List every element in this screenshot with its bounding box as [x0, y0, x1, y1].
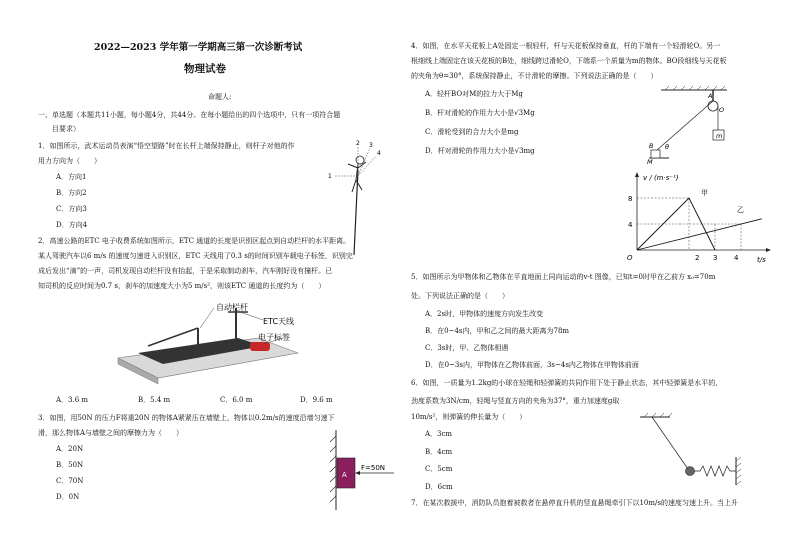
- q6-option-b: B．4cm: [425, 448, 453, 456]
- q4-line3: 的夹角为θ=30°，系统保持静止，不计滑轮的摩擦。下列说法正确的是（ ）: [411, 72, 658, 80]
- q1-fig-label-3: 3: [369, 142, 373, 149]
- q6-figure: [636, 413, 751, 493]
- q5-xtick-4: 4: [734, 254, 739, 262]
- q7-line1: 7．在某次救援中，消防队员抱着被救者在悬停直升机的竖直悬绳牵引下以10m/s的速度匀速上升。当上升: [411, 499, 738, 507]
- q6-option-c: C．5cm: [425, 465, 453, 473]
- q4-line1: 4．如图，在水平天花板上A处固定一根轻杆，杆与天花板保持垂直，杆的下端有一个轻滑轮O。另一: [411, 42, 721, 50]
- q3-option-d: D．0N: [56, 493, 80, 501]
- q4-fig-label-m-lower: m: [716, 132, 723, 140]
- q2-fig-label-tag: 电子标签: [258, 333, 290, 342]
- subject-title: 物理试卷: [184, 63, 226, 75]
- q1-line1: 1．如图所示，武术运动员表演“悟空望路”时在长杆上端保持静止，则杆子对他的作: [38, 142, 295, 150]
- q4-option-a: A．轻杆BO对M的拉力大于Mg: [425, 90, 523, 98]
- q2-option-a: A．3.6 m: [56, 396, 89, 404]
- q4-option-b: B．杆对滑轮的作用力大小是√3Mg: [425, 109, 535, 117]
- q2-line2: 某人驾驶汽车以6 m/s 的速度匀速进入识别区，ETC 天线用了0.3 s的时间识别车载电子标签，识别完: [38, 252, 353, 260]
- q4-option-d: D．杆对滑轮的作用力大小是√3mg: [425, 147, 535, 155]
- q5-xtick-3: 3: [713, 254, 718, 262]
- q5-vt-graph: [623, 170, 773, 266]
- q2-line4: 知司机的反应时间为0.7 s，刹车的加速度大小为5 m/s²，则该ETC 通道的长度约为（ ）: [38, 282, 326, 290]
- q6-line1: 6．如图，一质量为1.2kg的小球在轻绳和轻弹簧的共同作用下处于静止状态，其中轻弹簧是水平的，: [411, 379, 723, 387]
- q6-line2: 劲度系数为3N/cm，轻绳与竖直方向的夹角为37°，重力加速度g取: [411, 397, 620, 405]
- q1-fig-label-2: 2: [356, 140, 360, 147]
- q6-option-a: A．3cm: [425, 430, 453, 438]
- q1-option-d: D．方向4: [56, 221, 88, 229]
- q5-series-yi: 乙: [737, 206, 744, 214]
- q2-option-b: B．5.4 m: [138, 396, 171, 404]
- q3-block-label: A: [342, 471, 347, 479]
- q5-y-label: v / (m·s⁻¹): [643, 174, 679, 182]
- section1-heading-cont: 目要求）: [52, 125, 80, 133]
- q6-option-d: D．6cm: [425, 483, 453, 491]
- q3-line2: 滑，那么物体A与墙壁之间的摩擦力为（ ）: [38, 429, 184, 437]
- q2-option-c: C．6.0 m: [220, 396, 253, 404]
- q5-option-d: D．在0~3s内，甲物体在乙物体前面，3s~4s内乙物体在甲物体前面: [425, 361, 639, 369]
- q1-option-c: C．方向3: [56, 205, 87, 213]
- q4-fig-label-b: B: [649, 142, 654, 150]
- q4-figure: [647, 86, 729, 164]
- q5-xtick-2: 2: [695, 254, 700, 262]
- q1-option-a: A．方向1: [56, 173, 87, 181]
- q4-option-c: C．滑轮受到的合力大小是mg: [425, 128, 519, 136]
- q2-fig-label-gate: 自动栏杆: [216, 303, 248, 312]
- q2-etc-figure: [108, 298, 308, 388]
- q5-option-b: B．在0~4s内，甲和乙之间的最大距离为78m: [425, 327, 570, 335]
- exam-title: 2022—2023 学年第一学期高三第一次诊断考试: [94, 42, 303, 53]
- q3-option-a: A．20N: [56, 445, 84, 453]
- q3-force-label: F=50N: [361, 464, 386, 472]
- q6-line3: 10m/s²，则弹簧的伸长量为（ ）: [411, 413, 527, 421]
- q1-option-b: B．方向2: [56, 189, 87, 197]
- q1-fig-label-1: 1: [328, 173, 332, 180]
- q5-guide-lines: [637, 198, 741, 250]
- q5-option-a: A．2s时，甲物体的速度方向发生改变: [425, 310, 544, 318]
- q3-option-b: B．50N: [56, 461, 84, 469]
- q4-fig-label-a: A: [708, 92, 713, 100]
- q5-x-arrow: [766, 248, 771, 252]
- q5-series-jia: 甲: [701, 189, 708, 197]
- q5-line2: 处。下列说法正确的是（ ）: [411, 292, 509, 300]
- q4-fig-label-o: O: [719, 106, 725, 114]
- q5-y-arrow: [635, 172, 639, 177]
- q5-line-yi: [637, 219, 762, 250]
- q2-option-d: D．9.6 m: [300, 396, 333, 404]
- q1-fig-label-4: 4: [377, 150, 381, 157]
- q5-x-label: t/s: [757, 256, 766, 264]
- q5-line1: 5．如图所示为甲物体和乙物体在平直地面上同向运动的v-t 图像，已知t=0时甲在乙前方 x₀=70m: [411, 273, 716, 281]
- q2-line3: 成后发出“滴”的一声，司机发现自动栏杆没有抬起，于是采取制动刹车，汽车刚好没有撞杆。已: [38, 267, 333, 275]
- q4-line2: 根细线上端固定在该天花板的B处，细线跨过滑轮O，下端系一个质量为m的物体。BO段细线与天花板: [411, 57, 727, 65]
- q5-ytick-4: 4: [628, 221, 633, 229]
- author-line: 命题人:: [208, 93, 232, 101]
- q5-ytick-8: 8: [628, 195, 633, 203]
- q1-line2: 用力方向为（ ）: [38, 157, 101, 165]
- q3-line1: 3．如图，用50N 的压力F将重20N 的物体A紧紧压在墙壁上，物体以0.2m/s的速度沿墙匀速下: [38, 414, 335, 422]
- q4-fig-label-theta: θ: [665, 143, 669, 151]
- q5-option-c: C．3s时，甲、乙物体相遇: [425, 344, 509, 352]
- q3-option-c: C．70N: [56, 477, 84, 485]
- section1-heading: 一、单选题（本题共11小题，每小题4分，共44分。在每小题给出的四个选项中，只有一项符合题: [38, 111, 341, 119]
- q3-figure: [328, 430, 398, 510]
- q2-fig-label-antenna: ETC天线: [263, 317, 295, 326]
- q2-line1: 2．高速公路的ETC 电子收费系统如图所示，ETC 通道的长度是识别区起点到自动栏杆的水平距离。: [38, 237, 351, 245]
- q4-fig-label-m-upper: M: [647, 158, 653, 164]
- q5-origin: O: [627, 254, 633, 262]
